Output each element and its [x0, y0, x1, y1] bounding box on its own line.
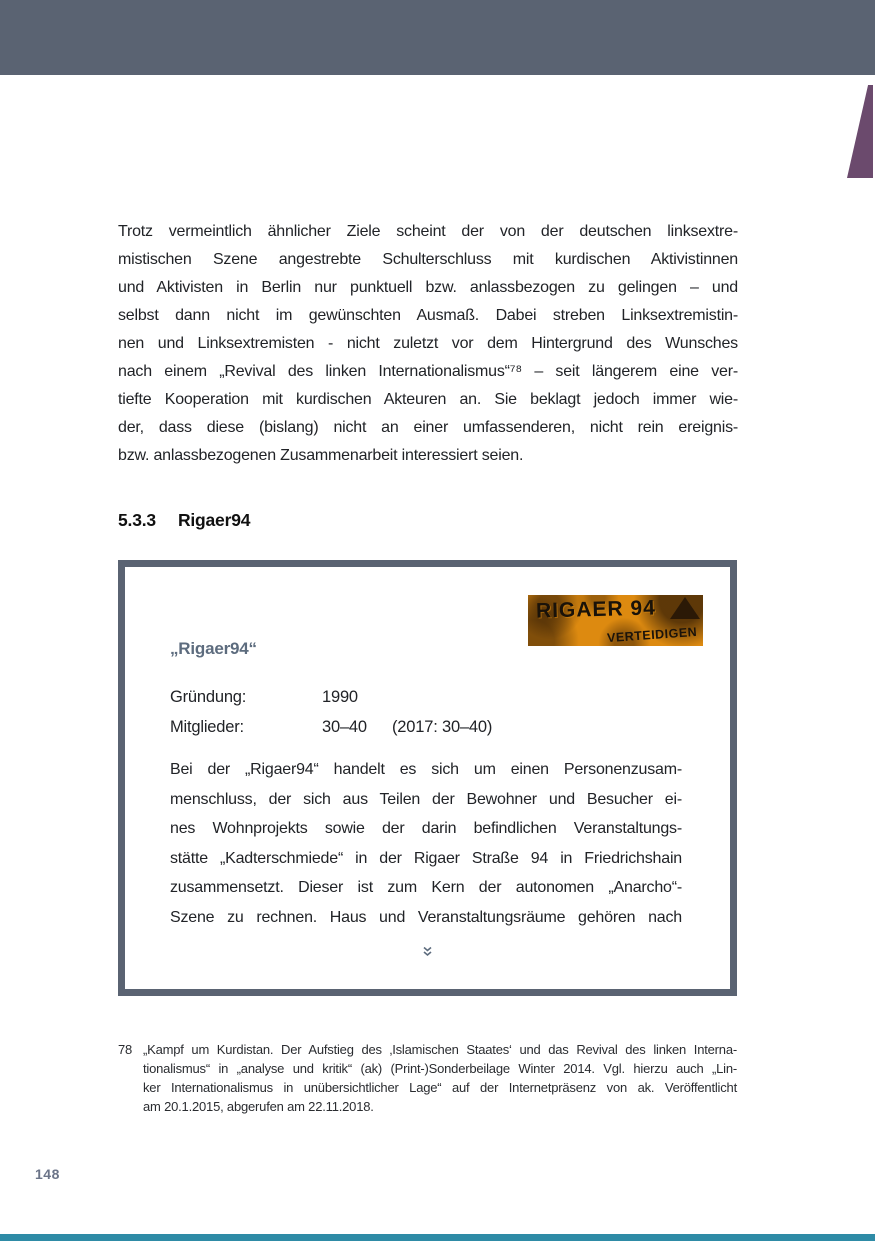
infobox-facts — [170, 682, 492, 742]
footnote-number: 78 — [118, 1042, 133, 1057]
infobox-paragraph-line: menschluss, der sich aus Teilen der Bewohner und Besucher ei- — [170, 790, 682, 808]
body-paragraph-line: mistischen Szene angestrebte Schulterschluss mit kurdischen Aktivistinnen — [118, 251, 738, 268]
fact-label: Mitglieder: — [170, 718, 244, 736]
banner-subtitle-text: VERTEIDIGEN — [606, 624, 698, 646]
rigaer94-infobox — [118, 560, 737, 996]
infobox-paragraph-line: Bei der „Rigaer94“ handelt es sich um einen Personenzusam- — [170, 761, 682, 778]
expand-more-control[interactable] — [125, 945, 730, 963]
body-paragraph-line: selbst dann nicht im gewünschten Ausmaß. Dabei streben Linksextremistin- — [118, 307, 738, 324]
fact-row-gruendung — [170, 682, 492, 712]
infobox-paragraph-line: nes Wohnprojekts sowie der darin befindlichen Veranstaltungs- — [170, 820, 682, 837]
infobox-paragraph-line: zusammensetzt. Dieser ist zum Kern der autonomen „Anarcho“- — [170, 879, 682, 896]
page-header-bar — [0, 0, 875, 75]
rigaer94-banner-image — [528, 595, 703, 646]
footnote-line: ker Internationalismus in unübersichtlicher Lage“ auf der Internetpräsenz von ak. Veröffentlicht — [143, 1080, 737, 1095]
page-footer-bar — [0, 1234, 875, 1241]
body-paragraph-line: bzw. anlassbezogenen Zusammenarbeit interessiert seien. — [118, 447, 524, 464]
fact-row-mitglieder — [170, 712, 492, 742]
body-paragraph — [118, 218, 738, 470]
section-number: 5.3.3 — [118, 510, 156, 530]
fact-value: 1990 — [322, 688, 358, 706]
banner-triangle-emblem-icon — [670, 597, 700, 619]
fact-value-secondary: (2017: 30–40) — [392, 718, 493, 736]
footnote-line: „Kampf um Kurdistan. Der Aufstieg des ‚Islamischen Staates‘ und das Revival des linken Interna- — [143, 1042, 737, 1057]
page-number: 148 — [35, 1166, 60, 1182]
body-paragraph-line: Trotz vermeintlich ähnlicher Ziele scheint der von der deutschen linksextre- — [118, 223, 738, 240]
footnote-line: tionalismus“ in „analyse und kritik“ (ak) (Print-)Sonderbeilage Winter 2014. Vgl. hierzu auch „Lin- — [143, 1061, 737, 1076]
body-paragraph-line: nach einem „Revival des linken Internationalismus“⁷⁸ – seit längerem eine ver- — [118, 363, 738, 380]
section-heading — [118, 510, 250, 531]
section-title: Rigaer94 — [177, 510, 251, 530]
footnote-text — [143, 1040, 737, 1116]
footnote-78 — [118, 1040, 738, 1116]
body-paragraph-line: nen und Linksextremisten - nicht zuletzt vor dem Hintergrund des Wunsches — [118, 335, 738, 352]
body-paragraph-line: tiefte Kooperation mit kurdischen Akteuren an. Sie beklagt jedoch immer wie- — [118, 391, 738, 408]
infobox-paragraph-line: stätte „Kadterschmiede“ in der Rigaer Straße 94 in Friedrichshain — [170, 849, 682, 867]
banner-title-text: RIGAER 94 — [535, 596, 657, 623]
purple-corner-accent — [847, 85, 873, 178]
footnote-line: am 20.1.2015, abgerufen am 22.11.2018. — [143, 1099, 374, 1114]
fact-value: 30–40 — [322, 718, 367, 736]
infobox-title: „Rigaer94“ — [170, 639, 257, 658]
chevron-double-down-icon — [421, 945, 434, 958]
body-paragraph-line: und Aktivisten in Berlin nur punktuell bzw. anlassbezogen zu gelingen – und — [118, 279, 738, 296]
infobox-paragraph-line: Szene zu rechnen. Haus und Veranstaltungsräume gehören nach — [170, 908, 682, 926]
fact-label: Gründung: — [170, 688, 247, 706]
body-paragraph-line: der, dass diese (bislang) nicht an einer umfassenderen, nicht rein ereignis- — [118, 419, 738, 436]
infobox-paragraph — [170, 755, 682, 932]
